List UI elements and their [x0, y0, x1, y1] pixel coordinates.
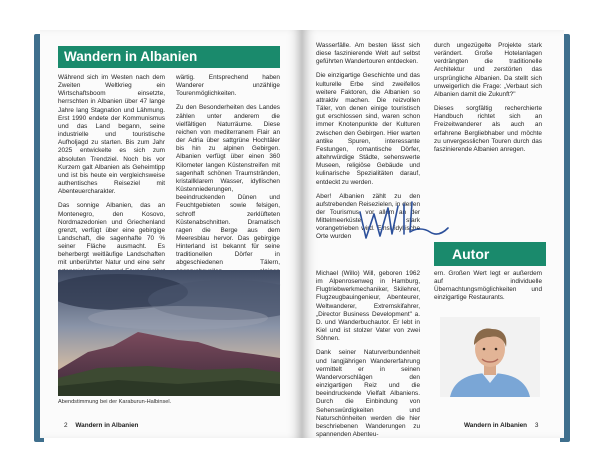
open-book — [34, 30, 570, 442]
paragraph: Dieses sorgfältig recherchierte Handbuch richtet sich an Freizeitwanderer als auch an erfahrene Bergliebhaber und möchte zu unvergesslichen Touren durch das faszinierende Albanien anregen. — [434, 105, 542, 153]
left-column-1 — [58, 74, 165, 298]
landscape-photo — [58, 270, 280, 396]
paragraph: Während sich im Westen nach dem Zweiten Weltkrieg ein Wirtschaftsboom einsetzte, herrschten in Albanien über 47 lange Jahre lang Stagnation und Lähmung. Erst 1990 endete der Kommunismus und das Land begann, seine industrielle und touristische Aufholjagd zu starten. Bis zum Jahr 2025 entwickelte es sich zum absoluten Trendziel. Noch bis vor Kurzem galt Albanien als Geheimtipp und ist bis heute ein vergleichsweise authentisches Reiseziel mit Abenteuercharakter. — [58, 74, 165, 196]
paragraph: Aber! Albanien zählt zu den aufstrebenden Reisezielen, in denen der Tourismus, vor allem an der Mittelmeerküste, stark vorangetrieben wird. Einst idyllische Orte wurden — [316, 192, 420, 241]
paragraph: ern. Großen Wert legt er außerdem auf individuelle Übernachtungsmöglichkeiten und einzigartige Restaurants. — [434, 270, 542, 302]
chapter-title: Wandern in Albanien — [58, 46, 280, 68]
running-head: Wandern in Albanien — [75, 422, 139, 429]
signature-graphic — [354, 198, 452, 246]
left-page — [40, 30, 302, 438]
page-number: 3 — [534, 422, 539, 429]
paragraph: wärtig. Entsprechend haben Wanderer unzählige Tourenmöglichkeiten. — [176, 74, 280, 98]
right-column-2 — [434, 42, 542, 160]
author-column-2 — [434, 270, 542, 309]
photo-caption: Abendstimmung bei der Karaburun-Halbinsel. — [58, 399, 172, 405]
right-page — [302, 30, 564, 438]
paragraph: Wasserfälle. Am besten lässt sich diese faszinierende Welt auf selbst geführten Wandertouren entdecken. — [316, 42, 420, 66]
paragraph: Michael (Willo) Will, geboren 1962 im Alpenrosenweg in Hamburg, Flugtriebwerkmechaniker, Skilehrer, Flugzeugbauingenieur, Abenteurer, Weltwanderer, Extremskifahrer, „Director Business Development" a. D. und Wanderbuchautor. Er lebt in Kiel und ist stolzer Vater von zwei Söhnen. — [316, 270, 420, 343]
running-head: Wandern in Albanien — [464, 422, 528, 429]
right-footer — [464, 422, 544, 429]
author-heading: Autor — [434, 242, 546, 266]
paragraph: Das sonnige Albanien, das an Montenegro, den Kosovo, Nordmazedonien und Griechenland grenzt, verfügt über eine gebirgige Landschaft, die sagenhafte 70 % seiner Fläche ausmacht. Es beherbergt weitläufige Landschaften mit unberührter Natur und eine sehr — [58, 202, 165, 267]
paragraph: Dank seiner Naturverbundenheit und langjährigen Wandererfahrung vermittelt er in seinen Wandervorschlägen den einzigartigen Reiz und die beeindruckende Vielfalt Albaniens. Durch die Einbindung von Sehenswürdigkeiten und Naturschönheiten werden die hier beschriebenen Wanderungen zu spannenden Abenteu- — [316, 349, 420, 438]
paragraph: Zu den Besonderheiten des Landes zählen unter anderem die vielfältigen Naturräume. Diese reichen von mediterranem Flair an der Adria über sattgrüne Hochtäler bis hin zu alpinen Gebirgen. Albanien verfügt über einen 360 Kilometer langen Küstenstreifen mit sagenhaft schönen Traumstränden, kristallklarem Wasser, idyllischen Küstenniederungen, beeindruckenden Dünen und Feuchtgebieten sowie felsigen, schroff zerklüfteten Küstenabschnitten. Dramatisch ragen die Berge aus dem Meeresblau hervor. Das gebirgige Hinterland ist bekannt für seine traditionellen Dörfer in abgeschiedenen Tälern, — [176, 104, 280, 267]
page-number: 2 — [64, 422, 68, 429]
author-portrait — [440, 317, 540, 397]
left-footer — [58, 422, 138, 429]
paragraph: durch ungezügelte Projekte stark verändert. Große Hotelanlagen verdrängten die traditionelle Architektur und zerstörten das ursprüngliche Albanien. Da stellt sich unweigerlich die Frage: „Verbaut sich Albanien damit die Zukunft?" — [434, 42, 542, 98]
author-column-1 — [316, 270, 420, 438]
paragraph: Die einzigartige Geschichte und das kulturelle Erbe sind zweifellos weitere Faktoren, die Albanien so attraktiv machen. Die reizvollen Täler, von denen einige touristisch gut erschlossen sind, waren schon immer Knotenpunkte der Kulturen zwischen den Gebirgen. Hier warten antike Spuren, interessante Festungen, romantische Dörfer, altehrwürdige Städte, sehenswerte Museen, religiöse Gebäude und kulinarische Spezialitäten darauf, entdeckt zu werden. — [316, 72, 420, 186]
